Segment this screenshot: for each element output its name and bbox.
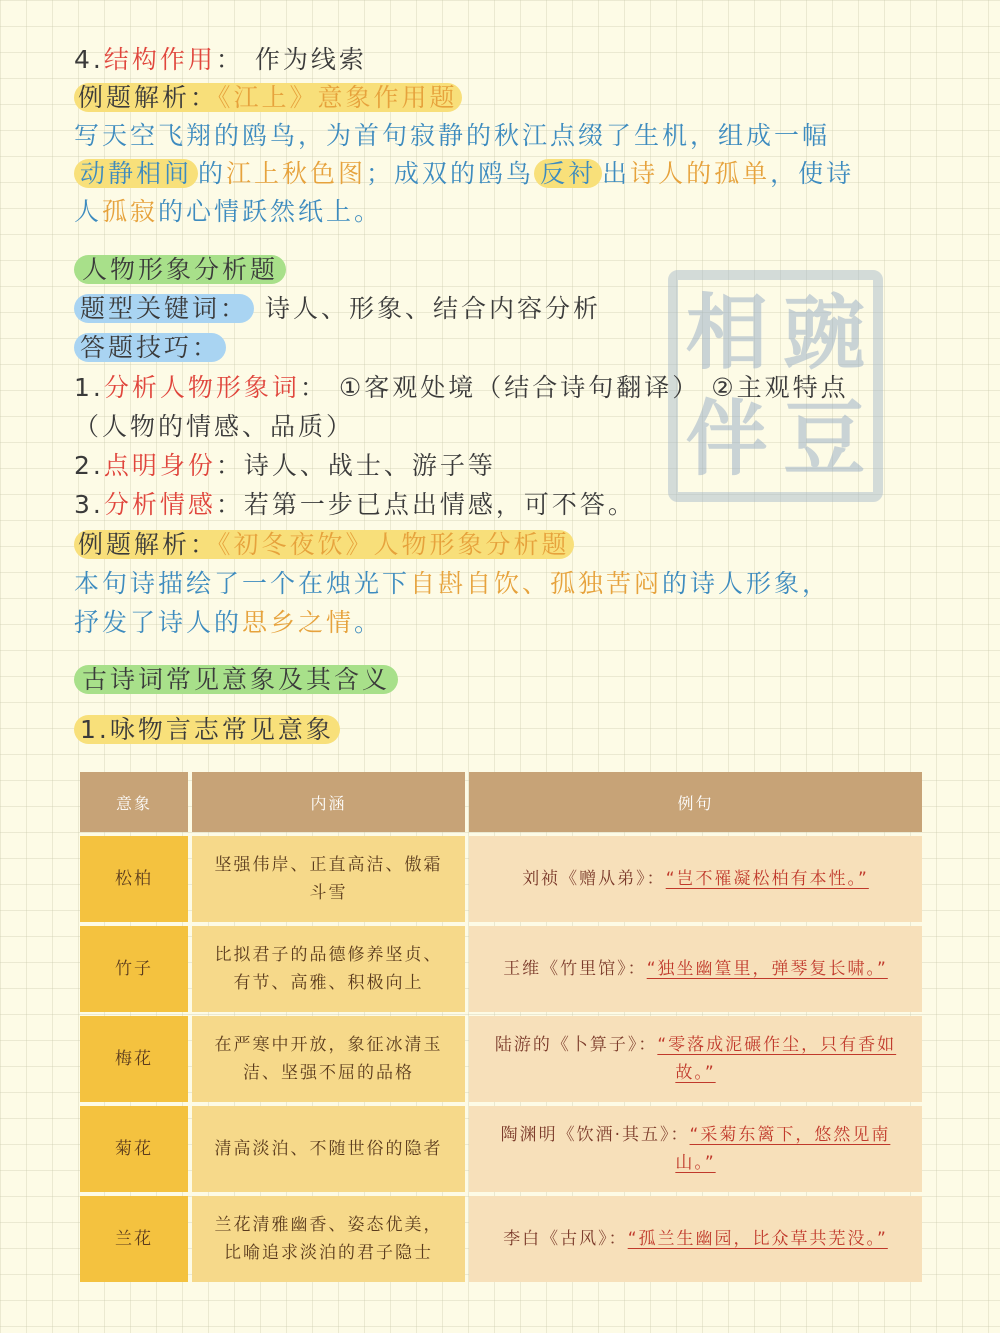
section-number: 4.	[74, 45, 104, 74]
table-row	[80, 836, 922, 922]
example-highlight	[74, 83, 462, 112]
image-cell: 松柏	[80, 836, 188, 922]
example-line-1	[74, 80, 462, 116]
meaning-cell: 在严寒中开放，象征冰清玉洁、坚强不屈的品格	[192, 1016, 465, 1102]
orange-phrase: 诗人的孤单	[630, 159, 771, 188]
example-label: 例题解析：	[78, 530, 219, 559]
analysis-p2	[74, 156, 854, 192]
step-text: ：若第一步已点出情感，可不答。	[215, 490, 636, 519]
example-title: 《初冬夜饮》人物形象分析题	[218, 530, 570, 559]
step-number: 2.	[74, 451, 104, 480]
example-cell	[469, 836, 922, 922]
colon: ：	[215, 45, 244, 74]
table-row	[80, 926, 922, 1012]
step-label: 点明身份	[103, 451, 216, 480]
example-source: 陶渊明《饮酒·其五》：	[500, 1125, 690, 1145]
orange-phrase: 孤寂	[102, 197, 159, 226]
table-row	[80, 1016, 922, 1102]
step-text: ①客观处境（结合诗句翻译） ②主观特点	[338, 373, 849, 402]
meaning-cell: 坚强伟岸、正直高洁、傲霜斗雪	[192, 836, 465, 922]
step-number: 1.	[74, 373, 104, 402]
example-quote: “零落成泥碾作尘，只有香如故。”	[657, 1035, 897, 1083]
table-row	[80, 1106, 922, 1192]
header-cell-meaning: 内涵	[192, 772, 465, 832]
example-source: 陆游的《卜算子》：	[494, 1035, 658, 1055]
meaning-cell: 比拟君子的品德修养坚贞、有节、高雅、积极向上	[192, 926, 465, 1012]
imagery-subheading	[74, 712, 340, 748]
example-title: 《江上》意象作用题	[218, 83, 458, 112]
example-cell	[469, 1196, 922, 1282]
header-cell-example: 例句	[469, 772, 922, 832]
image-cell: 竹子	[80, 926, 188, 1012]
table-header-row	[80, 772, 922, 832]
example-quote: “采菊东篱下，悠然见南山。”	[675, 1125, 891, 1173]
example-source: 刘祯《赠从弟》：	[522, 869, 666, 889]
step-label: 分析情感	[103, 490, 216, 519]
tips-label: 答题技巧：	[74, 333, 226, 362]
example-highlight	[74, 530, 574, 559]
colon: ：	[299, 373, 328, 402]
text-run: 本句诗描绘了一个在烛光下	[74, 569, 411, 598]
image-cell: 梅花	[80, 1016, 188, 1102]
example-cell	[469, 926, 922, 1012]
analysis-p3	[74, 194, 382, 230]
highlight-phrase: 反衬	[534, 159, 602, 188]
example-cell	[469, 1106, 922, 1192]
text-run: 人	[74, 197, 103, 226]
orange-phrase: 自斟自饮、孤独苦闷	[410, 569, 663, 598]
heading-text: 古诗词常见意象及其含义	[74, 665, 398, 694]
stamp-char: 相	[685, 285, 768, 381]
highlight-phrase: 动静相间	[74, 159, 198, 188]
text-run: 的诗人形象，	[662, 569, 831, 598]
tips-line	[74, 330, 226, 366]
keywords-text: 诗人、形象、结合内容分析	[264, 294, 601, 323]
section-text: 作为线索	[254, 45, 367, 74]
character-analysis-p1	[74, 566, 830, 602]
step1-line2: （人物的情感、品质）	[74, 412, 355, 441]
image-cell: 兰花	[80, 1196, 188, 1282]
text-run: 抒发了诗人的	[74, 608, 243, 637]
example-line-2	[74, 527, 574, 563]
character-heading	[74, 252, 286, 288]
text-run: 出	[602, 159, 631, 188]
text-run: ；成双的鸥鸟	[366, 159, 535, 188]
text-run: 的心情跃然纸上。	[158, 197, 383, 226]
step-number: 3.	[74, 490, 104, 519]
example-quote: “孤兰生幽园，比众草共芜没。”	[627, 1229, 888, 1249]
meaning-cell: 兰花清雅幽香、姿态优美，比喻追求淡泊的君子隐士	[192, 1196, 465, 1282]
step-text: ：诗人、战士、游子等	[215, 451, 496, 480]
example-source: 李白《古风》：	[503, 1229, 628, 1249]
image-cell: 菊花	[80, 1106, 188, 1192]
example-quote: “岂不罹凝松柏有本性。”	[665, 869, 869, 889]
table-row	[80, 1196, 922, 1282]
stamp-char: 豌	[783, 285, 866, 381]
step-label: 分析人物形象词	[103, 373, 300, 402]
keywords-label: 题型关键词：	[74, 294, 254, 323]
subheading-text: 1.咏物言志常见意象	[74, 715, 340, 744]
orange-phrase: 思乡之情	[242, 608, 355, 637]
keywords-line	[74, 291, 601, 327]
example-cell	[469, 1016, 922, 1102]
step3-line	[74, 487, 636, 523]
meaning-cell: 清高淡泊、不随世俗的隐者	[192, 1106, 465, 1192]
header-cell-image: 意象	[80, 772, 188, 832]
character-analysis-p2	[74, 605, 382, 641]
heading-text: 人物形象分析题	[74, 255, 286, 284]
example-quote: “独坐幽篁里，弹琴复长啸。”	[646, 959, 888, 979]
text-run: 的	[198, 159, 227, 188]
imagery-table	[76, 768, 926, 1286]
imagery-heading	[74, 662, 398, 698]
text-run: 。	[354, 608, 383, 637]
step2-line	[74, 448, 496, 484]
stamp-char: 豆	[783, 391, 866, 487]
example-source: 王维《竹里馆》：	[503, 959, 647, 979]
step1-line	[74, 370, 849, 406]
section4-title	[74, 42, 367, 78]
example-label: 例题解析：	[78, 83, 219, 112]
stamp-char: 伴	[685, 391, 768, 487]
section-label: 结构作用	[103, 45, 216, 74]
text-run: ，使诗	[770, 159, 855, 188]
orange-phrase: 江上秋色图	[226, 159, 367, 188]
analysis-p1: 写天空飞翔的鸥鸟，为首句寂静的秋江点缀了生机，组成一幅	[74, 121, 831, 150]
